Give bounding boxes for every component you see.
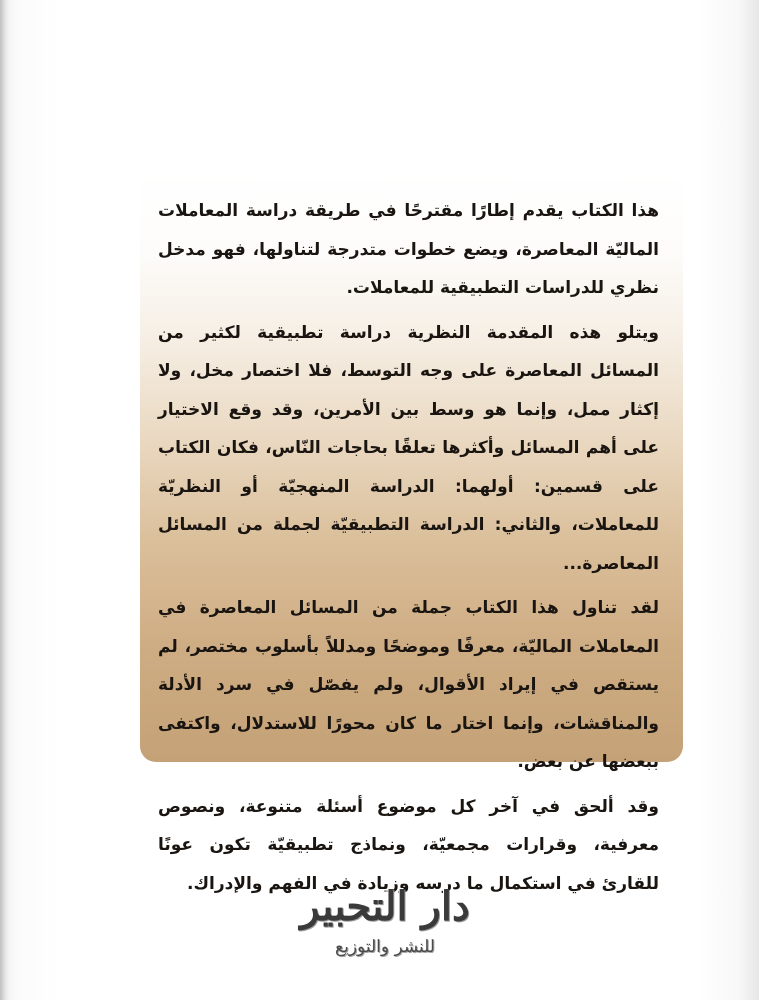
spine-shadow [0, 0, 10, 1000]
blurb-paragraph-1: هذا الكتاب يقدم إطارًا مقترحًا في طريقة دراسة المعاملات الماليّة المعاصرة، ويضع خطوات متدرجة لتناولها، فهو مدخل نظري للدراسات التطبيقية للمعاملات. [158, 201, 659, 298]
blurb-paragraph-4: وقد ألحق في آخر كل موضوع أسئلة متنوعة، ونصوص معرفية، وقرارات مجمعيّة، ونماذج تطبيقيّة تكون عونًا للقارئ في استكمال ما درسه وزيادة في الفهم والإدراك. [158, 796, 659, 894]
publisher-tagline: للنشر والتوزيع [335, 937, 435, 957]
blurb-paragraph-2: ويتلو هذه المقدمة النظرية دراسة تطبيقية لكثير من المسائل المعاصرة على وجه التوسط، فلا اختصار مخل، ولا إكثار ممل، وإنما هو وسط بين الأمرين، وقد وقع الاختيار على أهم المسائل وأكثرها تعلقًا بحاجات النّاس، فكان الكتاب على قسمين: أولهما: الدراسة المنهجيّة أو النظريّة للمعاملات، والثاني: الدراسة التطبيقيّة لجملة من المسائل المعاصرة... [158, 322, 659, 574]
publisher-name: دار التحبير [300, 883, 470, 930]
publisher-logo [300, 880, 470, 990]
blurb-paragraph-3: لقد تناول هذا الكتاب جملة من المسائل المعاصرة في المعاملات الماليّة، معرفًا وموضحًا ومدللاً بأسلوب مختصر، لم يستقص في إيراد الأقوال، ولم يفصّل في سرد الأدلة والمناقشات، وإنما اختار ما كان محورًا للاستدلال، واكتفى ببعضها عن بعض. [158, 598, 659, 772]
blurb-panel [140, 170, 683, 894]
